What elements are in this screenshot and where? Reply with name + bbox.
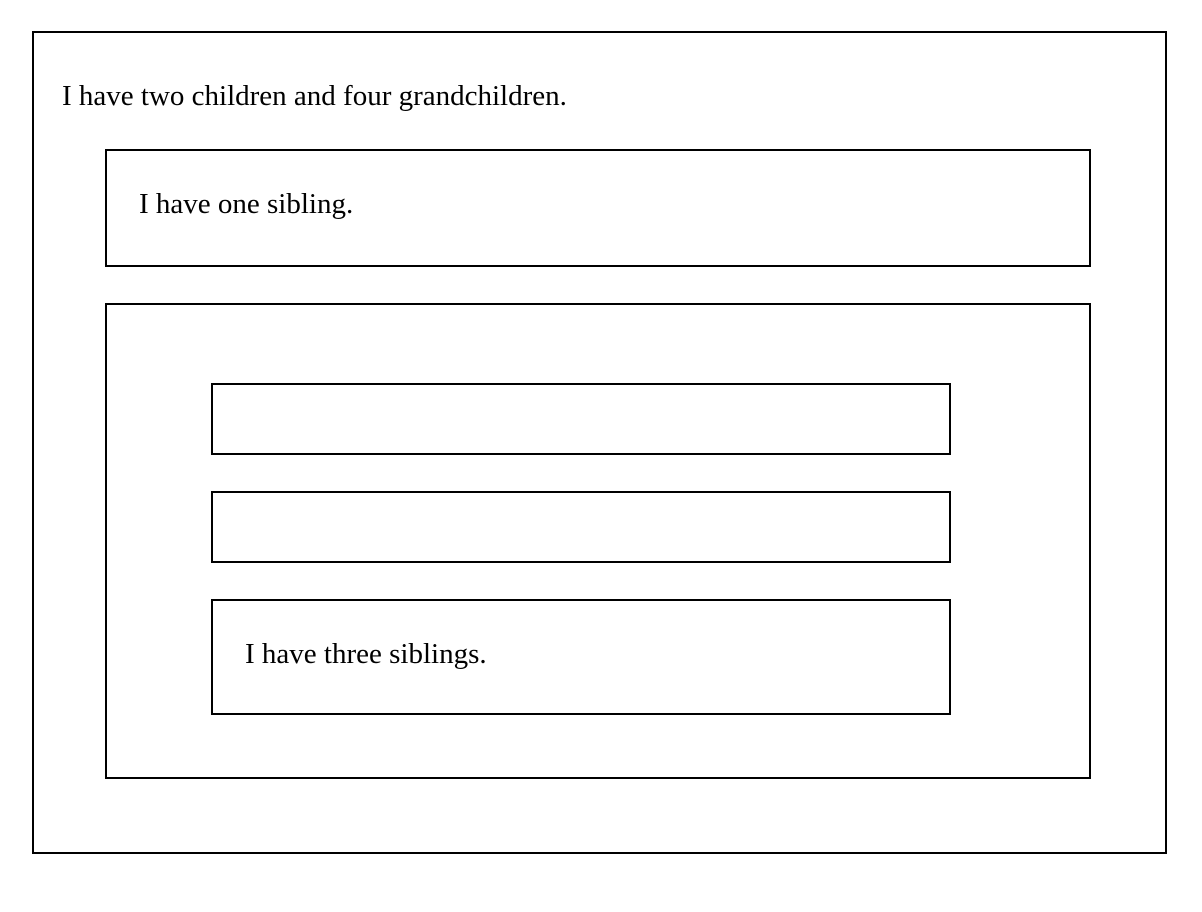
inner-box-3-statement-text: I have three siblings. xyxy=(245,638,487,670)
sibling-one-statement-text: I have one sibling. xyxy=(139,188,354,220)
group-container-box xyxy=(105,303,1091,779)
inner-empty-box-2 xyxy=(211,491,951,563)
outer-container-box xyxy=(32,31,1167,854)
outer-statement-text: I have two children and four grandchildren. xyxy=(62,80,567,112)
inner-sibling-three-box xyxy=(211,599,951,715)
sibling-one-box xyxy=(105,149,1091,267)
inner-empty-box-1 xyxy=(211,383,951,455)
